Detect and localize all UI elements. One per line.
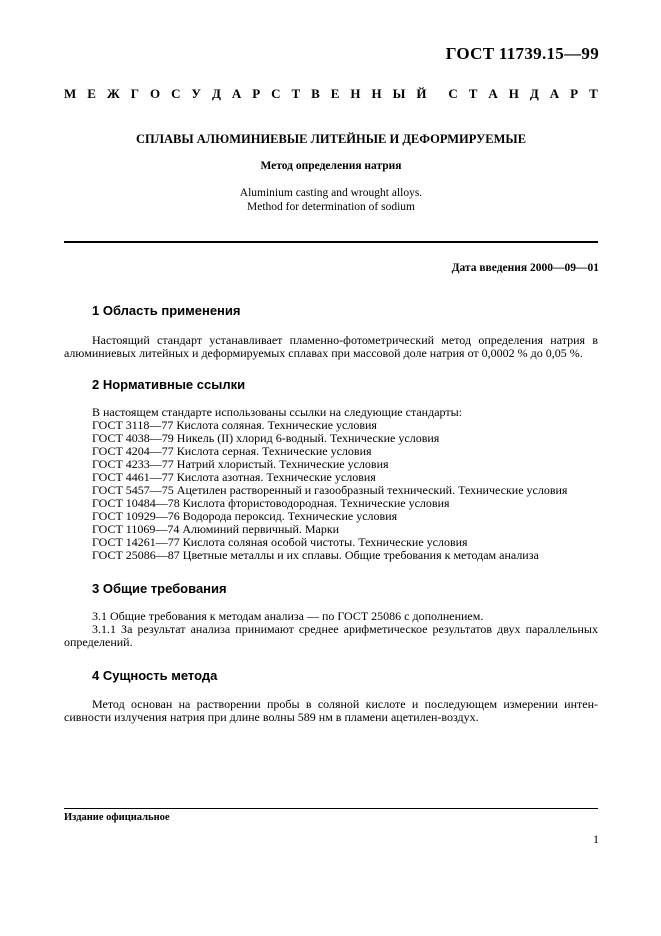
introduction-date: Дата введения 2000—09—01 (451, 262, 599, 274)
banner-letter: А (549, 86, 560, 101)
page-number: 1 (593, 832, 599, 846)
method-subtitle: Метод определения натрия (260, 160, 402, 172)
banner-letter: Д (529, 86, 539, 101)
references-intro: В настоящем стандарте использованы ссылки на следующие стандарты: (92, 405, 463, 419)
banner-letter: Е (330, 86, 340, 101)
banner-letter: Н (508, 86, 519, 101)
banner-letter: Д (211, 86, 221, 101)
text-line: Метод основан на растворении пробы в соляной кислоте и последующем измерении интен- (92, 697, 598, 711)
banner-letter: С (171, 86, 181, 101)
english-title-line: Aluminium casting and wrought alloys. (239, 187, 423, 199)
banner-letter: С (448, 86, 458, 101)
banner-letter: Й (416, 86, 427, 101)
section-method-essence-text (64, 698, 598, 724)
section-heading-method-essence: 4 Сущность метода (92, 668, 218, 683)
reference-item: ГОСТ 10929—76 Водорода пероксид. Технические условия (92, 509, 398, 523)
reference-item: ГОСТ 11069—74 Алюминий первичный. Марки (92, 522, 340, 536)
english-title (64, 186, 598, 214)
banner-letter: Т (468, 86, 478, 101)
banner-letter: А (231, 86, 242, 101)
reference-item: ГОСТ 3118—77 Кислота соляная. Технические условия (92, 418, 377, 432)
gost-number: ГОСТ 11739.15—99 (445, 44, 599, 63)
reference-item: ГОСТ 4204—77 Кислота серная. Технические условия (92, 444, 372, 458)
reference-item: ГОСТ 4233—77 Натрий хлористый. Технические условия (92, 457, 389, 471)
banner-letter: Н (371, 86, 382, 101)
interstate-standard-banner (64, 86, 598, 102)
banner-letter: Р (570, 86, 579, 101)
text-line: 3.1.1 За результат анализа принимают среднее арифметическое результатов двух параллельных (92, 622, 598, 636)
reference-item: ГОСТ 4038—79 Никель (II) хлорид 6-водный. Технические условия (92, 431, 440, 445)
text-line: сивности излучения натрия при длине волны 589 нм в пламени ацетилен-воздух. (64, 710, 479, 724)
reference-item: ГОСТ 5457—75 Ацетилен растворенный и газообразный технический. Технические условия (92, 483, 568, 497)
banner-letter: М (64, 86, 77, 101)
banner-letter: Ж (106, 86, 120, 101)
text-line: 3.1 Общие требования к методам анализа — по ГОСТ 25086 с дополнением. (92, 609, 484, 623)
banner-letter: Т (589, 86, 598, 101)
english-title-line: Method for determination of sodium (247, 201, 415, 213)
banner-letter: В (311, 86, 320, 101)
banner-letter: Е (87, 86, 96, 101)
reference-item: ГОСТ 14261—77 Кислота соляная особой чистоты. Технические условия (92, 535, 468, 549)
banner-letter: Г (130, 86, 139, 101)
banner-letter: С (271, 86, 281, 101)
section-scope-text (64, 334, 598, 360)
section-heading-general-requirements: 3 Общие требования (92, 581, 227, 596)
footer-divider (64, 808, 598, 809)
banner-letter: А (488, 86, 498, 101)
header-divider (64, 241, 598, 243)
banner-letter: Р (252, 86, 261, 101)
banner-letter: У (191, 86, 201, 101)
banner-letter: О (149, 86, 161, 101)
reference-item: ГОСТ 10484—78 Кислота фтористоводородная. Технические условия (92, 496, 450, 510)
banner-letter: Ы (392, 86, 406, 101)
section-heading-normative-references: 2 Нормативные ссылки (92, 377, 246, 392)
official-edition-label: Издание официальное (64, 812, 170, 823)
text-line: определений. (64, 635, 133, 649)
document-title: СПЛАВЫ АЛЮМИНИЕВЫЕ ЛИТЕЙНЫЕ И ДЕФОРМИРУЕМЫЕ (135, 132, 527, 146)
text-line: алюминиевых литейных и деформируемых сплавах при массовой доле натрия от 0,0002 % до 0,05 %. (64, 346, 583, 360)
references-list (92, 406, 598, 562)
section-general-requirements-text (64, 610, 598, 649)
banner-letter: Т (291, 86, 301, 101)
reference-item: ГОСТ 4461—77 Кислота азотная. Технические условия (92, 470, 376, 484)
reference-item: ГОСТ 25086—87 Цветные металлы и их сплавы. Общие требования к методам анализа (92, 548, 539, 562)
section-heading-scope: 1 Область применения (92, 303, 241, 318)
banner-letter: Н (350, 86, 361, 101)
text-line: Настоящий стандарт устанавливает пламенно-фотометрический метод определения натрия в (92, 333, 598, 347)
